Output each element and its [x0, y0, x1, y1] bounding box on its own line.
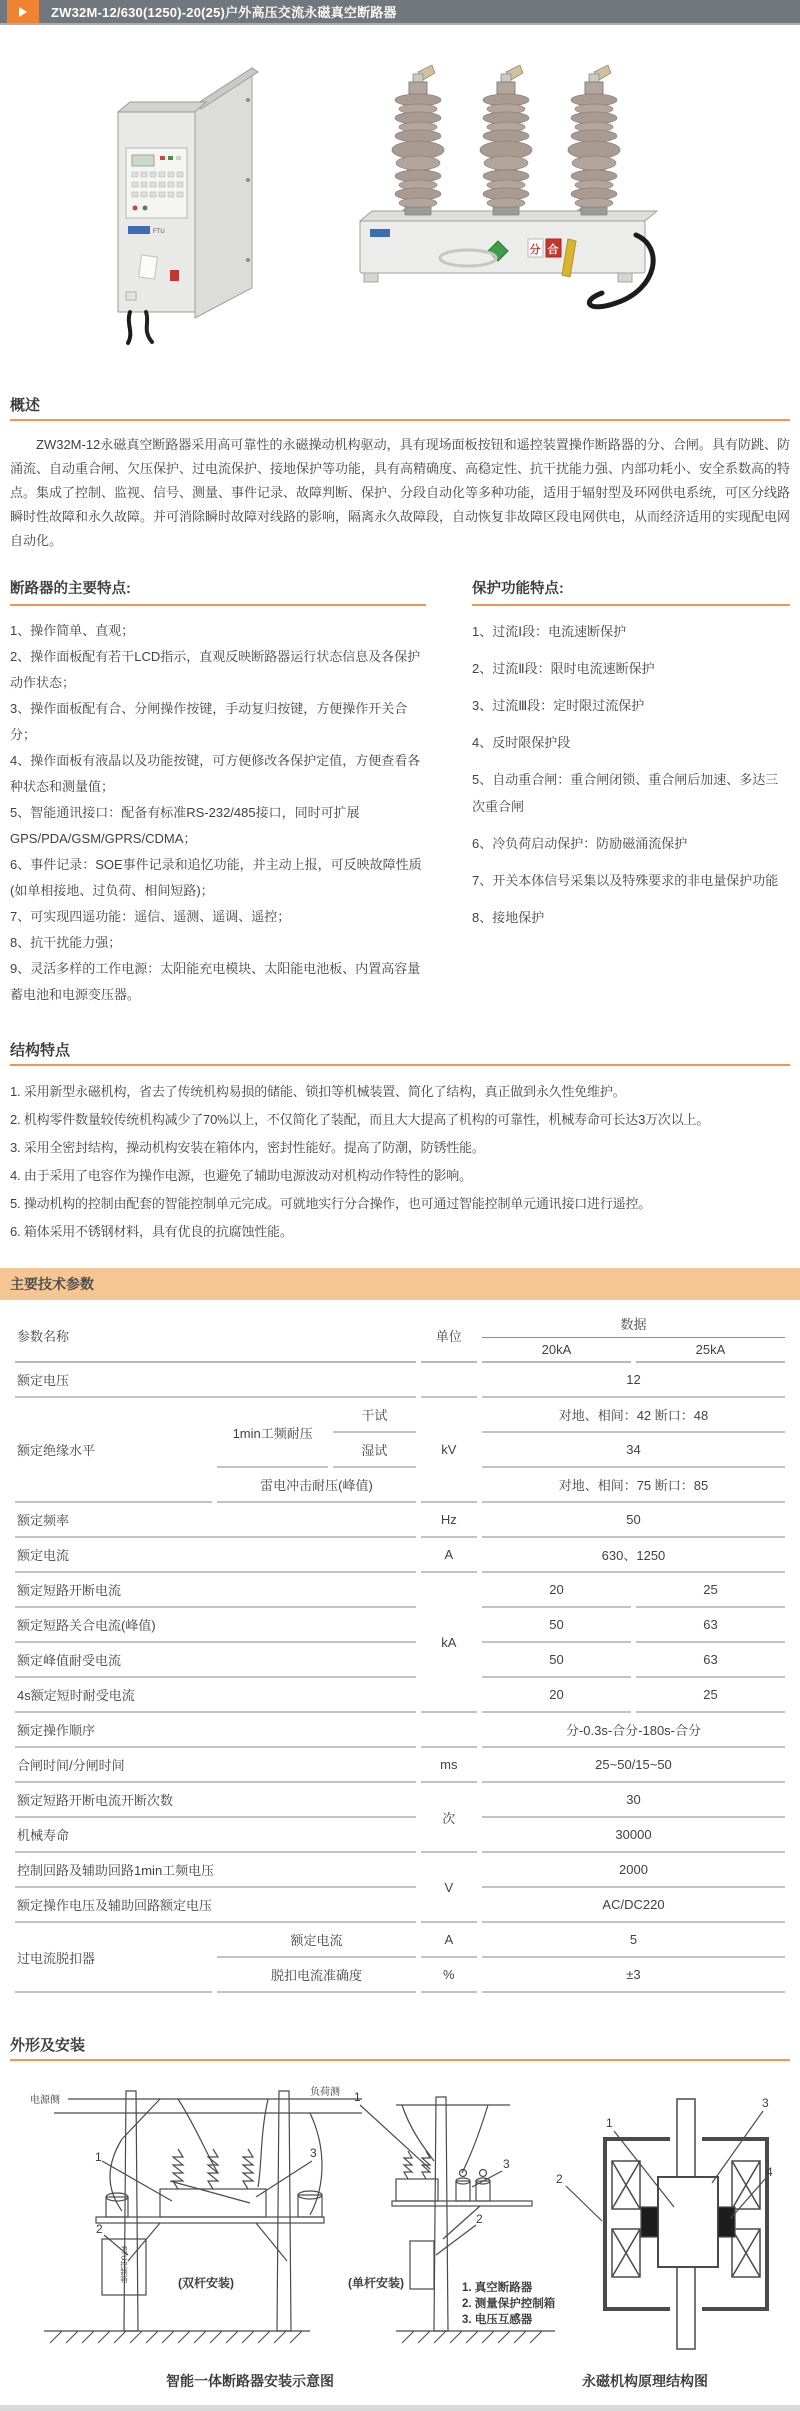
list-item: 3、过流Ⅲ段：定时限过流保护: [472, 698, 645, 713]
table-row: [15, 1538, 785, 1573]
installation-diagram-svg: [10, 2069, 790, 2369]
table-row: [15, 1608, 785, 1643]
param-value: 30: [482, 1783, 785, 1818]
param-name: 合闸时间/分闸时间: [15, 1748, 416, 1783]
param-unit: kA: [421, 1573, 477, 1713]
param-unit: %: [421, 1958, 477, 1993]
list-item: 8、抗干扰能力强；: [10, 935, 122, 950]
param-subname: 额定电流: [217, 1923, 415, 1958]
list-item: 5、智能通讯接口：配备有标准RS-232/485接口，同时可扩展GPS/PDA/GSM/GPRS/CDMA；: [10, 805, 360, 846]
param-value: 对地、相间：75 断口：85: [482, 1468, 785, 1503]
open-sign-label: 分: [529, 244, 541, 256]
list-item: 2. 机构零件数量较传统机构减少了70%以上，不仅简化了装配，而且大大提高了机构的可靠性，机械寿命可长达3万次以上。: [10, 1112, 710, 1127]
main-features-heading: 断路器的主要特点:: [10, 577, 426, 606]
param-value: 12: [482, 1363, 785, 1398]
col-header-25ka: 25kA: [636, 1338, 785, 1363]
installation-section: [0, 2021, 800, 2061]
param-name: 额定电流: [15, 1538, 416, 1573]
callout-1: 1: [606, 2116, 613, 2130]
structure-heading: 结构特点: [10, 1026, 790, 1066]
param-name: 额定电压: [15, 1363, 416, 1398]
section-arrow-icon: [7, 0, 39, 23]
callout-4: 4: [766, 2165, 773, 2179]
param-name: 额定短路开断电流: [15, 1573, 416, 1608]
protection-features-column: [472, 577, 790, 1008]
list-item: 4、操作面板有液晶以及功能按键，可方便修改各保护定值，方便查看各种状态和测量值；: [10, 753, 421, 794]
cabinet-brand-label: FTU: [153, 229, 165, 235]
list-item: 3. 采用全密封结构，操动机构安装在箱体内，密封性能好。提高了防潮，防锈性能。: [10, 1140, 485, 1155]
play-arrow-icon: [19, 7, 27, 17]
parameters-table: [10, 1310, 790, 1993]
table-row: [15, 1748, 785, 1783]
protection-features-list: [472, 618, 790, 931]
param-value: 63: [636, 1608, 785, 1643]
param-name: 额定频率: [15, 1503, 416, 1538]
table-row: [15, 1643, 785, 1678]
param-value: 5: [482, 1923, 785, 1958]
load-side-label: 负荷测: [310, 2087, 340, 2098]
param-subname: 湿试: [333, 1433, 416, 1468]
structure-list: [10, 1078, 790, 1246]
product-photos: [0, 25, 800, 381]
col-header-unit: 单位: [421, 1310, 477, 1363]
table-row: [15, 1678, 785, 1713]
param-name: 额定短路关合电流(峰值): [15, 1608, 416, 1643]
param-value: 34: [482, 1433, 785, 1468]
param-name: 4s额定短时耐受电流: [15, 1678, 416, 1713]
param-value: 25: [636, 1678, 785, 1713]
param-name: 额定短路开断电流开断次数: [15, 1783, 416, 1818]
list-item: 1. 采用新型永磁机构，省去了传统机构易损的储能、锁扣等机械装置、简化了结构，真正做到永久性免维护。: [10, 1084, 626, 1099]
param-unit: Hz: [421, 1503, 477, 1538]
main-features-list: [10, 618, 426, 1008]
list-item: 6. 箱体采用不锈钢材料，具有优良的抗腐蚀性能。: [10, 1224, 293, 1239]
table-row: [15, 1363, 785, 1398]
param-value: 20: [482, 1573, 631, 1608]
col-header-data: 数据: [482, 1310, 785, 1338]
param-name: 过电流脱扣器: [15, 1923, 212, 1993]
param-subname: 1min工频耐压: [217, 1398, 328, 1468]
param-name: 额定操作电压及辅助回路额定电压: [15, 1888, 416, 1923]
param-unit: [421, 1713, 477, 1748]
callout-2: 2: [96, 2222, 103, 2236]
callout-2: 2: [476, 2212, 483, 2226]
list-item: 7、可实现四遥功能：遥信、遥测、遥调、遥控；: [10, 909, 291, 924]
param-value: 25~50/15~50: [482, 1748, 785, 1783]
breaker-photo: [348, 63, 673, 318]
list-item: 2、操作面板配有若干LCD指示，直观反映断路器运行状态信息及各保护动作状态；: [10, 649, 421, 690]
table-row: [15, 1923, 785, 1958]
param-name: 控制回路及辅助回路1min工频电压: [15, 1853, 416, 1888]
param-subname: 雷电冲击耐压(峰值): [217, 1468, 415, 1503]
param-unit: ms: [421, 1748, 477, 1783]
table-row: [15, 1853, 785, 1888]
control-cabinet-photo: [100, 60, 275, 345]
param-name: 额定峰值耐受电流: [15, 1643, 416, 1678]
table-row: [15, 1713, 785, 1748]
list-item: 8、接地保护: [472, 910, 545, 925]
param-value: 63: [636, 1643, 785, 1678]
list-item: 4. 由于采用了电容作为操作电源，也避免了辅助电源波动对机构动作特性的影响。: [10, 1168, 472, 1183]
param-value: 对地、相间：42 断口：48: [482, 1398, 785, 1433]
protection-features-heading: 保护功能特点:: [472, 577, 790, 606]
install-diagram-caption: 智能一体断路器安装示意图: [166, 2373, 334, 2389]
param-value: 分-0.3s-合分-180s-合分: [482, 1713, 785, 1748]
diagram-captions: [0, 2371, 800, 2391]
param-name: 额定操作顺序: [15, 1713, 416, 1748]
param-unit: kV: [421, 1398, 477, 1503]
param-value: 50: [482, 1643, 631, 1678]
page-title: ZW32M-12/630(1250)-20(25)户外高压交流永磁真空断路器: [51, 5, 397, 20]
table-row: [15, 1503, 785, 1538]
param-value: AC/DC220: [482, 1888, 785, 1923]
page-bottom-edge: [0, 2405, 800, 2411]
double-pole-label: (双杆安装): [178, 2276, 234, 2290]
mechanism-diagram-caption: 永磁机构原理结构图: [582, 2373, 708, 2389]
features-row: [0, 577, 800, 1008]
callout-3: 3: [310, 2146, 317, 2160]
legend-item: 3. 电压互感器: [462, 2314, 533, 2326]
param-unit: A: [421, 1923, 477, 1958]
param-subname: 脱扣电流准确度: [217, 1958, 415, 1993]
parameters-heading: 主要技术参数: [0, 1268, 800, 1300]
overview-section: [0, 381, 800, 553]
table-row: [15, 1783, 785, 1818]
callout-3: 3: [503, 2157, 510, 2171]
param-value: 25: [636, 1573, 785, 1608]
table-row: [15, 1888, 785, 1923]
param-unit: V: [421, 1853, 477, 1923]
param-unit: A: [421, 1538, 477, 1573]
list-item: 1、操作简单、直观；: [10, 623, 135, 638]
param-value: 2000: [482, 1853, 785, 1888]
overview-text: ZW32M-12永磁真空断路器采用高可靠性的永磁操动机构驱动，具有现场面板按钮和遥控装置操作断路器的分、合闸。具有防跳、防涌流、自动重合闸、欠压保护、过电流保护、接地保护等功能，具有高精确度、高稳定性、抗干扰能力强、内部功耗小、安全系数高的特点。集成了控制、监视、信号、测量、事件记录、故障判断、保护、分段自动化等多种功能，适用于辐射型及环网供电系统，可区分线路瞬时性故障和永久故障。并可消除瞬时故障对线路的影响，隔离永久故障段，自动恢复非故障区段电网供电，从而经济适用的实现配电网自动化。: [10, 437, 791, 548]
param-value: 630、1250: [482, 1538, 785, 1573]
list-item: 1、过流Ⅰ段：电流速断保护: [472, 624, 627, 639]
list-item: 2、过流Ⅱ段：限时电流速断保护: [472, 661, 655, 676]
legend-item: 1. 真空断路器: [462, 2282, 533, 2294]
list-item: 3、操作面板配有合、分闸操作按键，手动复归按键，方便操作开关合分；: [10, 701, 408, 742]
list-item: 5、自动重合闸：重合闸闭锁、重合闸后加速、多达三次重合闸: [472, 772, 779, 814]
param-value: ±3: [482, 1958, 785, 1993]
list-item: 9、灵活多样的工作电源：太阳能充电模块、太阳能电池板、内置高容量蓄电池和电源变压器。: [10, 961, 421, 1002]
param-value: 30000: [482, 1818, 785, 1853]
list-item: 6、事件记录：SOE事件记录和追忆功能，并主动上报，可反映故障性质(如单相接地、过负荷、相间短路)；: [10, 857, 422, 898]
legend-item: 2. 测量保护控制箱: [462, 2298, 556, 2310]
installation-heading: 外形及安装: [10, 2021, 790, 2061]
param-value: 50: [482, 1503, 785, 1538]
list-item: 5. 操动机构的控制由配套的智能控制单元完成。可就地实行分合操作，也可通过智能控制单元通讯接口进行遥控。: [10, 1196, 652, 1211]
list-item: 4、反时限保护段: [472, 735, 571, 750]
main-features-column: [10, 577, 426, 1008]
col-header-name: 参数名称: [15, 1310, 416, 1363]
table-row: [15, 1398, 785, 1433]
list-item: 6、冷负荷启动保护：防励磁涌流保护: [472, 836, 688, 851]
callout-1: 1: [95, 2150, 102, 2164]
table-header-row: [15, 1310, 785, 1338]
ftu-box-label: FTU控制箱: [119, 2246, 129, 2284]
table-row: [15, 1818, 785, 1853]
callout-3: 3: [762, 2096, 769, 2110]
overview-heading: 概述: [10, 381, 790, 421]
callout-2: 2: [556, 2172, 563, 2186]
single-pole-label: (单杆安装): [348, 2276, 404, 2290]
param-unit: 次: [421, 1783, 477, 1853]
param-value: 20: [482, 1678, 631, 1713]
col-header-20ka: 20kA: [482, 1338, 631, 1363]
source-side-label: 电源侧: [30, 2095, 60, 2106]
list-item: 7、开关本体信号采集以及特殊要求的非电量保护功能: [472, 873, 779, 888]
installation-diagrams: [10, 2069, 790, 2369]
structure-section: [0, 1026, 800, 1246]
table-row: [15, 1573, 785, 1608]
param-name: 额定绝缘水平: [15, 1398, 212, 1503]
param-value: 50: [482, 1608, 631, 1643]
page-header: [0, 0, 800, 25]
param-name: 机械寿命: [15, 1818, 416, 1853]
param-unit: [421, 1363, 477, 1398]
callout-1: 1: [354, 2090, 361, 2104]
close-sign-label: 合: [547, 244, 559, 256]
param-subname: 干试: [333, 1398, 416, 1433]
